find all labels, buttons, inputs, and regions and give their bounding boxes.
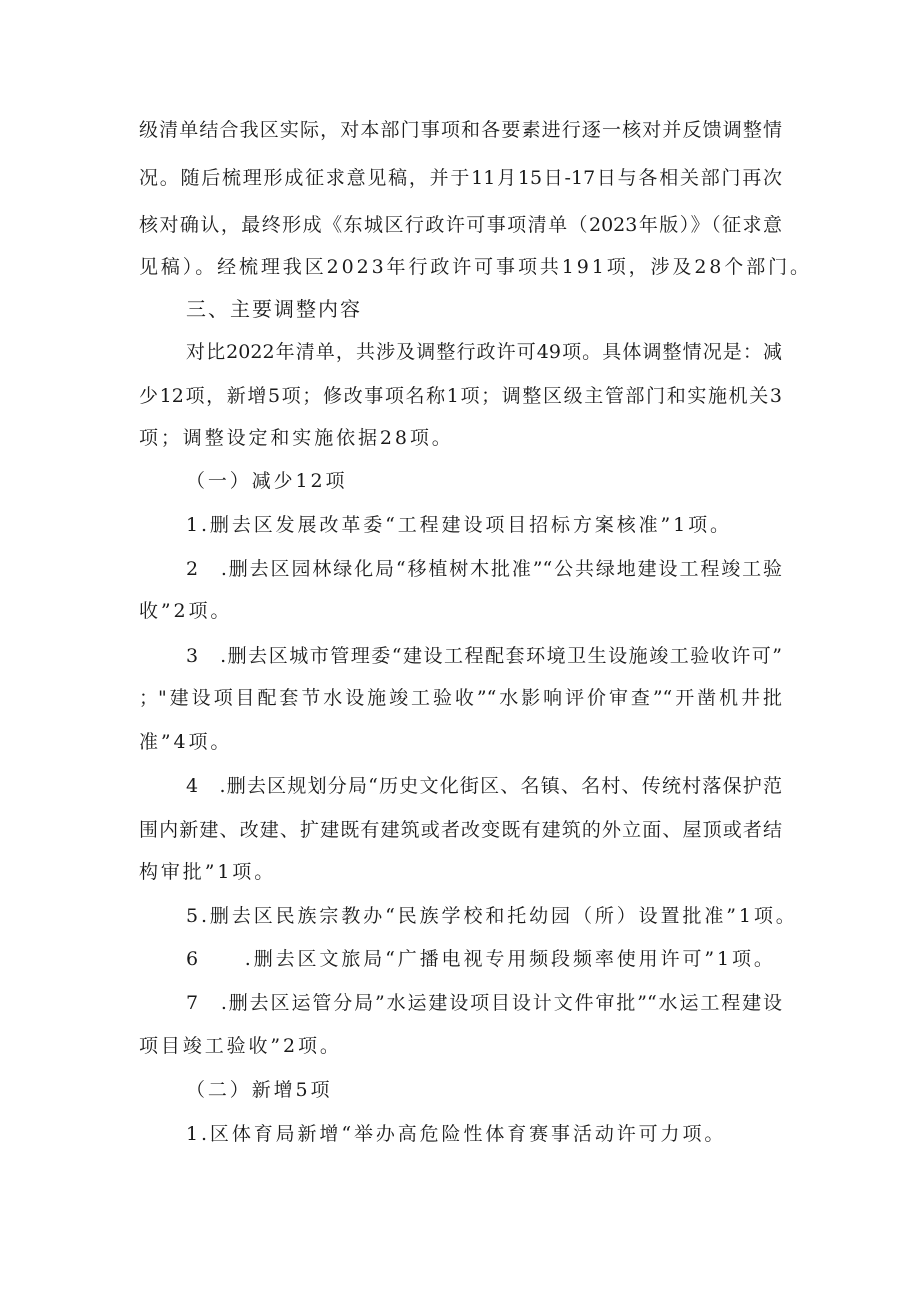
list-item: 3 .删去区城市管理委“建设工程配套环境卫生设施竣工验收许可”: [186, 645, 782, 667]
list-item: 4 .删去区规划分局“历史文化街区、名镇、名村、传统村落保护范: [186, 775, 782, 797]
list-item-continuation: 收”2项。: [139, 600, 233, 622]
list-item-continuation: 围内新建、改建、扩建既有建筑或者改变既有建筑的外立面、屋顶或者结: [139, 819, 782, 841]
section-heading: 三、主要调整内容: [186, 297, 362, 321]
paragraph-line: 见稿）。经梳理我区2023年行政许可事项共191项，涉及28个部门。: [139, 256, 812, 278]
list-item: 6 .删去区文旅局“广播电视专用频段频率使用许可”1项。: [186, 948, 776, 970]
paragraph-line: 核对确认，最终形成《东城区行政许可事项清单（2023年版）》（征求意: [139, 214, 782, 236]
subsection-heading: （一）减少12项: [186, 470, 348, 492]
list-item: 1.删去区发展改革委“工程建设项目招标方案核准”1项。: [186, 514, 732, 536]
list-item: 2 .删去区园林绿化局“移植树木批准”“公共绿地建设工程竣工验: [186, 558, 782, 580]
list-item-continuation: ；"建设项目配套节水设施竣工验收”“水影响评价审查”“开凿机井批: [139, 687, 782, 709]
list-item-continuation: 构审批”1项。: [139, 861, 277, 883]
list-item: 5.删去区民族宗教办“民族学校和托幼园（所）设置批准”1项。: [186, 905, 798, 927]
list-item-continuation: 项目竣工验收”2项。: [139, 1035, 342, 1057]
paragraph-line: 少12项，新增5项；修改事项名称1项；调整区级主管部门和实施机关3: [139, 385, 782, 407]
paragraph-line: 项；调整设定和实施依据28项。: [139, 427, 454, 449]
list-item: 1.区体育局新增“举办高危险性体育赛事活动许可力项。: [186, 1123, 727, 1145]
paragraph-line: 对比2022年清单，共涉及调整行政许可49项。具体调整情况是：减: [186, 341, 782, 363]
paragraph-line: 级清单结合我区实际，对本部门事项和各要素进行逐一核对并反馈调整情: [139, 119, 782, 141]
subsection-heading: （二）新增5项: [186, 1079, 333, 1101]
paragraph-line: 况。随后梳理形成征求意见稿，并于11月15日-17日与各相关部门再次: [139, 167, 782, 189]
list-item-continuation: 准”4项。: [139, 731, 233, 753]
list-item: 7 .删去区运管分局”水运建设项目设计文件审批”“水运工程建设: [186, 992, 782, 1014]
